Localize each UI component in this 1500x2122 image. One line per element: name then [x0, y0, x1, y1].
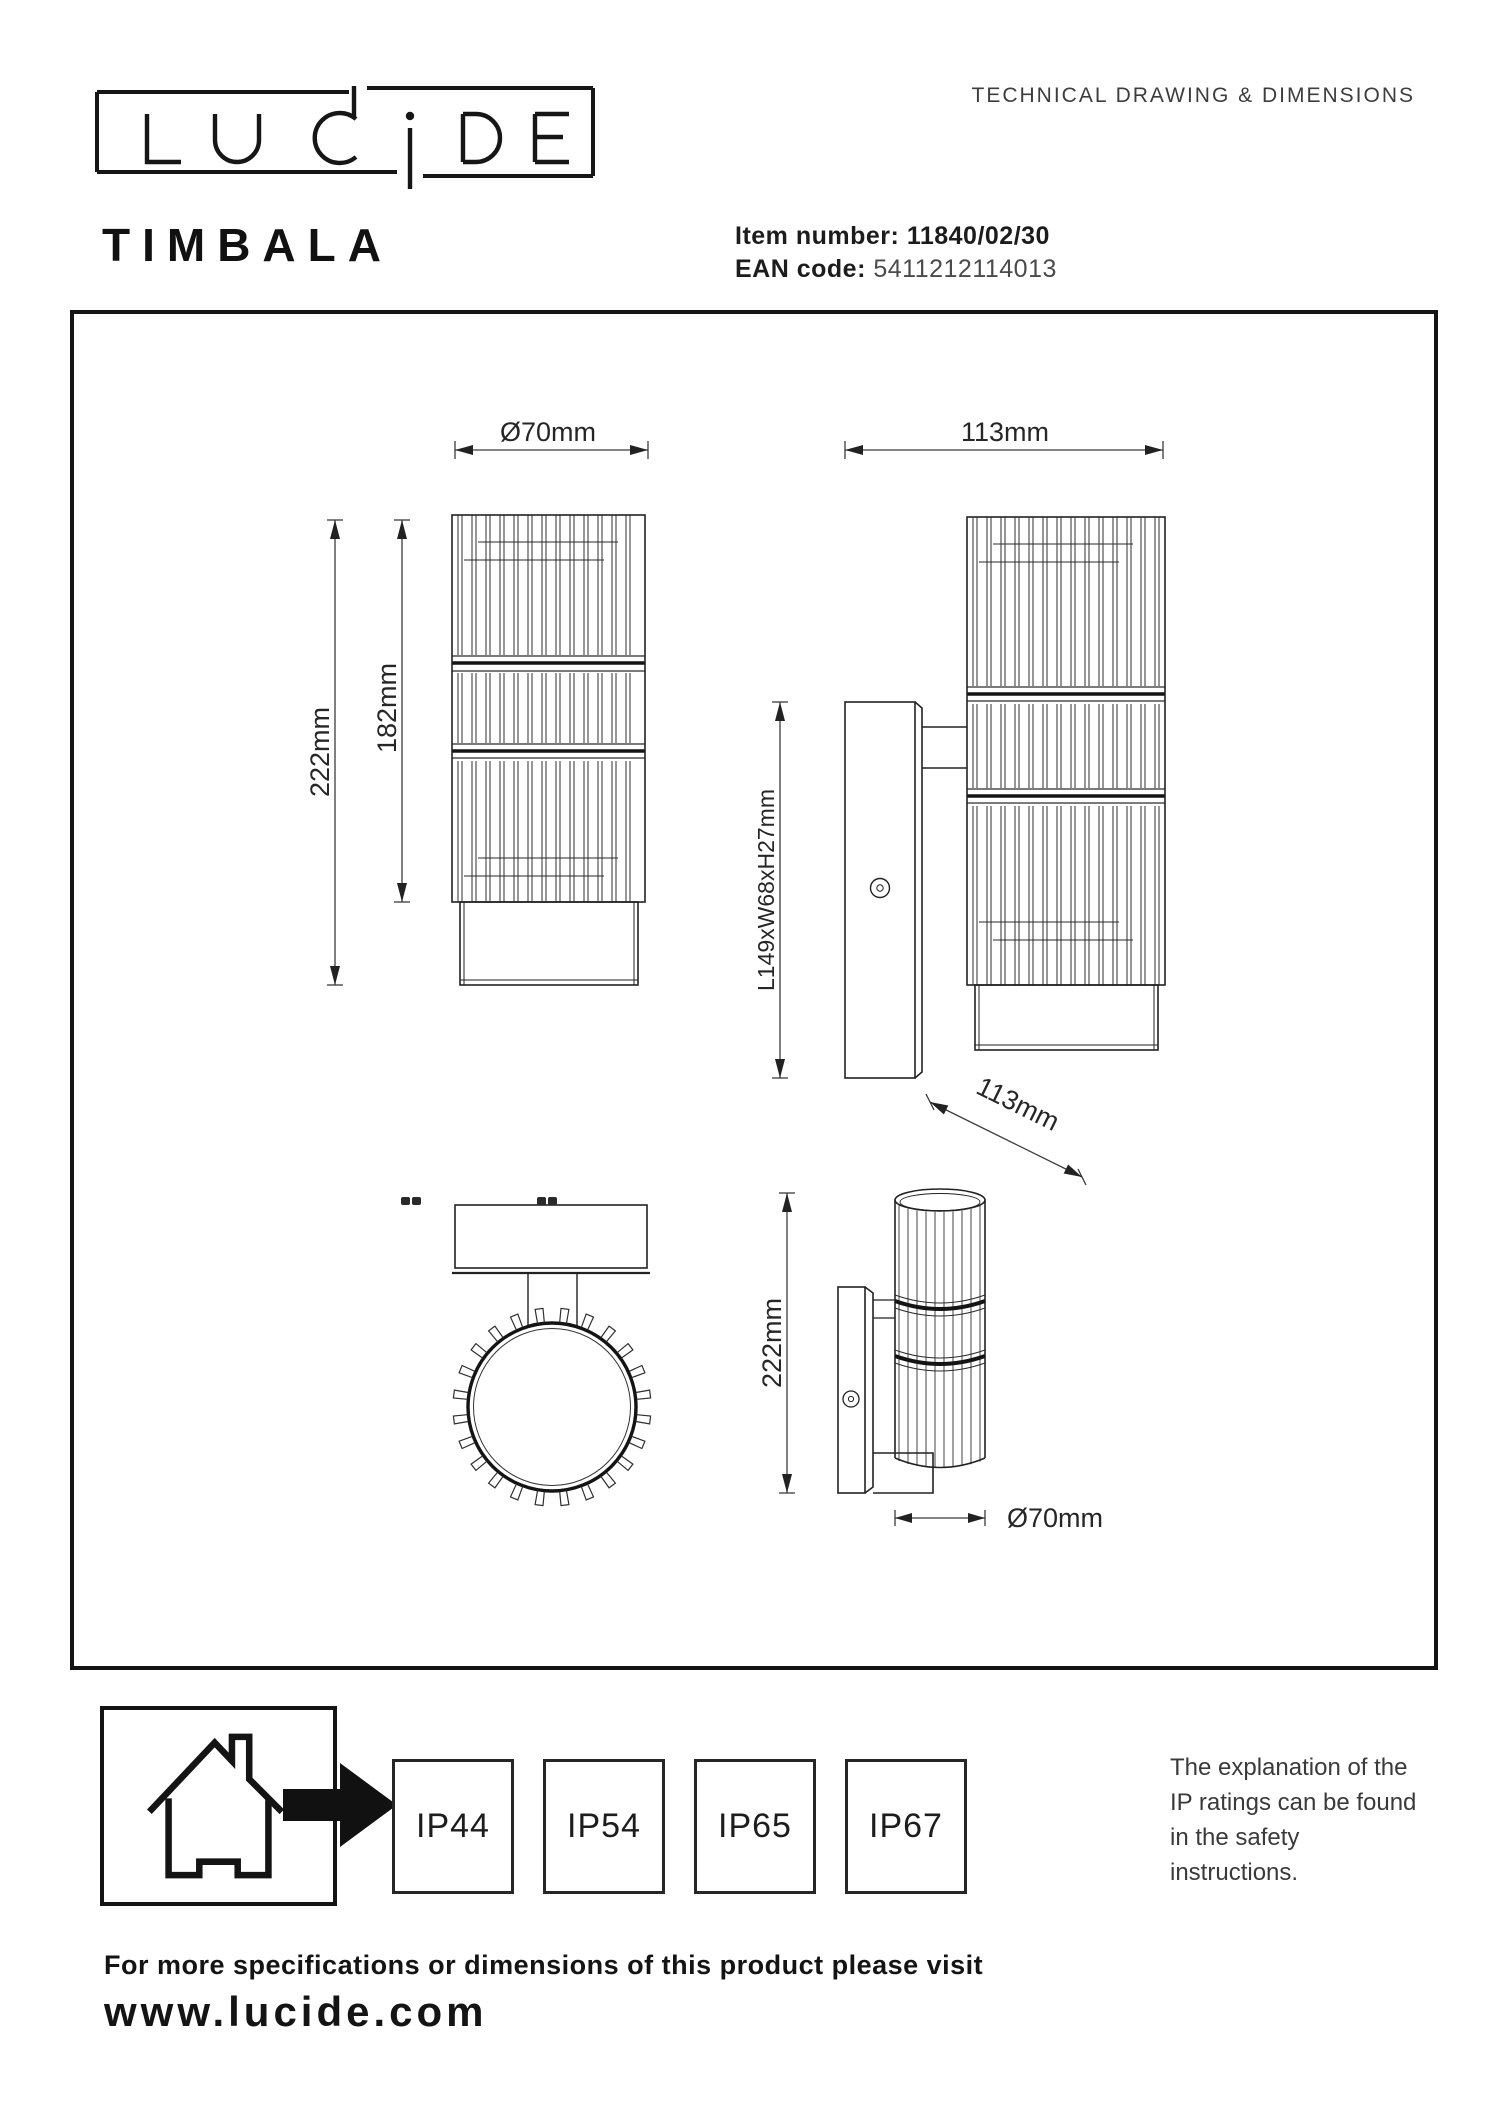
- ip-note: [1170, 1750, 1500, 1890]
- arrow-right-icon: [1145, 445, 1163, 455]
- arrow-left-icon: [895, 1513, 912, 1523]
- top-arm: [528, 1274, 577, 1326]
- top-view: [401, 1197, 651, 1506]
- side-cylinder-outline: [967, 517, 1165, 985]
- product-name: TIMBALA: [102, 219, 393, 271]
- arrow-down-icon: [782, 1474, 792, 1493]
- front-view: [305, 417, 648, 985]
- side-bracket-label: L149xW68xH27mm: [753, 789, 779, 991]
- website-link[interactable]: www.lucide.com: [104, 1988, 488, 2035]
- persp-cylinder: [895, 1189, 985, 1468]
- front-base: [460, 902, 638, 985]
- arrow-right-icon: [968, 1513, 985, 1523]
- ean-value: 5411212114013: [873, 255, 1057, 283]
- front-diameter-label: Ø70mm: [499, 417, 597, 447]
- arrow-down-icon: [775, 1059, 785, 1078]
- top-cylinder-inner: [474, 1329, 631, 1486]
- arrow-up-icon: [397, 520, 407, 539]
- ean-label: EAN code:: [735, 255, 866, 283]
- persp-arm: [873, 1300, 895, 1318]
- top-cylinder-outline: [468, 1323, 636, 1491]
- top-wall-plate: [452, 1205, 650, 1273]
- ip-rating-ip54: IP54: [543, 1759, 665, 1894]
- persp-diameter-label: Ø70mm: [1006, 1503, 1104, 1533]
- arrow-left-icon: [455, 445, 473, 455]
- persp-bottom-bracket: [873, 1453, 933, 1493]
- side-cylinder-slats: [973, 517, 1159, 985]
- footer-text: For more specifications or dimensions of this product please visit: [104, 1950, 984, 1980]
- item-number-label: Item number:: [735, 222, 900, 250]
- arrow-down-icon: [330, 966, 340, 985]
- side-cylinder-bands: [967, 686, 1165, 806]
- arrow-right-icon: [280, 1758, 400, 1852]
- front-total-height-label: 222mm: [305, 706, 335, 798]
- persp-height-label: 222mm: [757, 1297, 787, 1389]
- persp-wall-plate: [838, 1287, 873, 1493]
- front-body-height-label: 182mm: [372, 662, 402, 754]
- persp-cylinder-slats: [899, 1206, 980, 1467]
- side-wall-plate: [845, 702, 922, 1078]
- arrow-up-icon: [775, 702, 785, 721]
- front-cylinder-ties: [464, 542, 618, 876]
- top-slat-teeth: [453, 1308, 650, 1505]
- side-width-label: 113mm: [960, 417, 1050, 447]
- side-cylinder-ties: [979, 544, 1133, 940]
- item-number-value: 11840/02/30: [906, 222, 1050, 250]
- ip-note-line: in the safety: [1170, 1824, 1300, 1851]
- ip-rating-ip65: IP65: [694, 1759, 816, 1894]
- arrow-down-icon: [397, 883, 407, 902]
- persp-cylinder-bands: [895, 1295, 985, 1371]
- side-view: [753, 417, 1165, 1078]
- persp-depth-label: 113mm: [971, 1070, 1065, 1137]
- arrow-up-icon: [782, 1193, 792, 1212]
- side-base: [975, 985, 1158, 1050]
- front-cylinder-slats: [458, 515, 630, 902]
- ip-rating-ip44: IP44: [392, 1759, 514, 1894]
- ip-note-line: The explanation of the: [1170, 1754, 1408, 1781]
- arrow-up-icon: [330, 520, 340, 539]
- side-arm: [922, 727, 967, 768]
- arrow-right-icon: [630, 445, 648, 455]
- arrow-left-icon: [845, 445, 863, 455]
- ip-rating-ip67: IP67: [845, 1759, 967, 1894]
- ip-note-line: IP ratings can be found: [1170, 1789, 1417, 1816]
- ip-note-line: instructions.: [1170, 1859, 1299, 1886]
- page-title: TECHNICAL DRAWING & DIMENSIONS: [971, 84, 1415, 107]
- top-plate-screws: [401, 1197, 557, 1205]
- perspective-view: [757, 1071, 1103, 1533]
